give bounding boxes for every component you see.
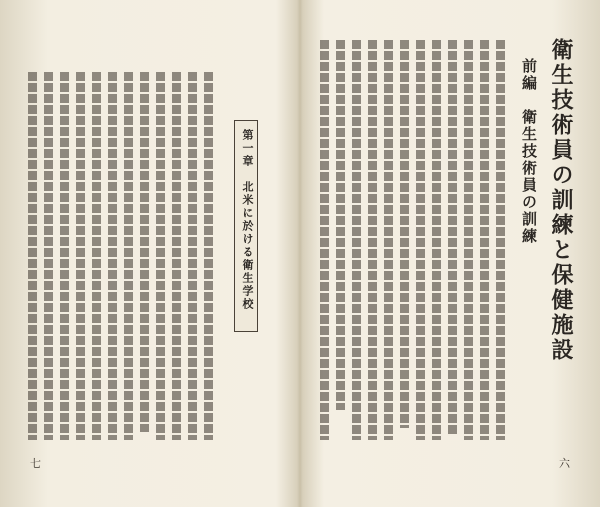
chapter-heading-box bbox=[234, 120, 258, 332]
part-subtitle: 前編 衛生技術員の訓練 bbox=[520, 58, 538, 245]
text-line bbox=[124, 72, 133, 440]
text-line bbox=[480, 40, 489, 440]
chapter-heading: 第一章 北米に於ける衛生学校 bbox=[241, 129, 254, 311]
text-line bbox=[336, 40, 345, 410]
text-line bbox=[44, 72, 53, 440]
text-line bbox=[28, 72, 37, 440]
text-line bbox=[384, 40, 393, 440]
text-line bbox=[92, 72, 101, 440]
right-page bbox=[300, 0, 600, 507]
text-line bbox=[368, 40, 377, 440]
page-number: 七 bbox=[30, 457, 41, 470]
text-line bbox=[76, 72, 85, 440]
page-title: 衛生技術員の訓練と保健施設 bbox=[548, 38, 574, 363]
text-line bbox=[172, 72, 181, 440]
text-line bbox=[400, 40, 409, 428]
text-line bbox=[204, 72, 213, 440]
text-line bbox=[448, 40, 457, 435]
text-line bbox=[188, 72, 197, 440]
text-line bbox=[140, 72, 149, 432]
text-line bbox=[496, 40, 505, 440]
text-line bbox=[464, 40, 473, 440]
text-line bbox=[108, 72, 117, 440]
text-line bbox=[320, 40, 329, 440]
page-number: 六 bbox=[559, 457, 570, 470]
text-line bbox=[60, 72, 69, 440]
text-line bbox=[432, 40, 441, 440]
text-line bbox=[416, 40, 425, 440]
text-line bbox=[352, 40, 361, 440]
text-line bbox=[156, 72, 165, 440]
